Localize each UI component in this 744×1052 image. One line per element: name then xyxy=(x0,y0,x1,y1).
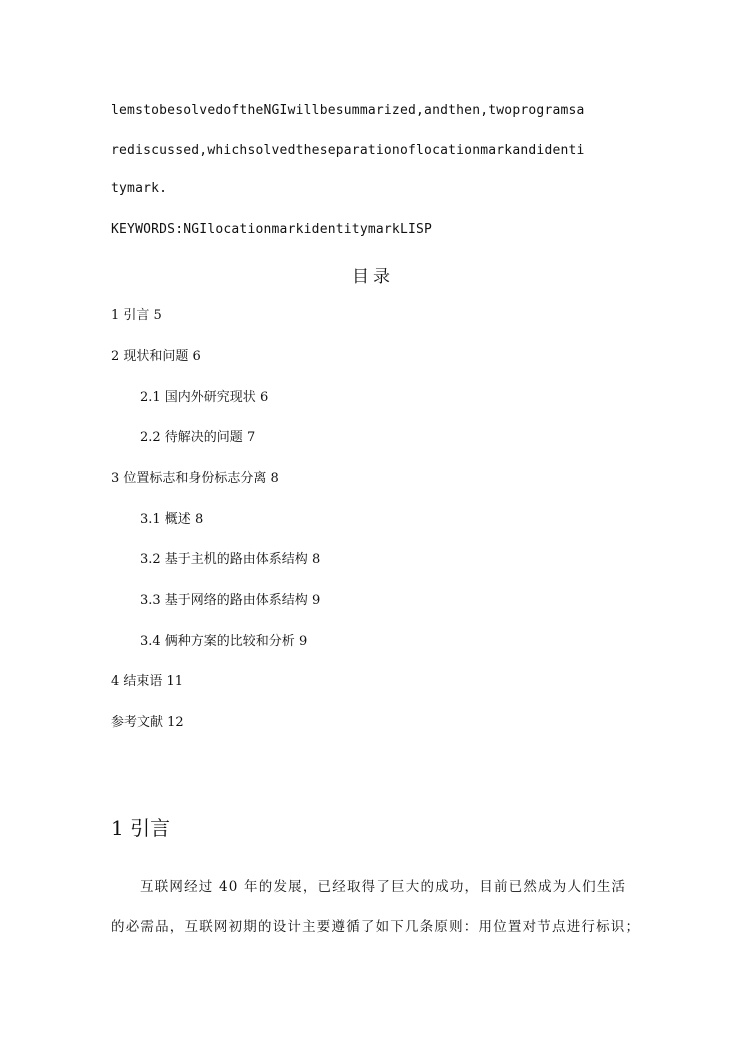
toc-entry[interactable]: 3 位置标志和身份标志分离 8 xyxy=(111,471,279,486)
toc-entry[interactable]: 4 结束语 11 xyxy=(111,674,184,689)
abstract-line-3: tymark. xyxy=(111,181,168,196)
abstract-line-1: lemstobesolvedoftheNGIwillbesummarized,andthen,twoprogramsa xyxy=(111,103,585,118)
toc-entry[interactable]: 1 引言 5 xyxy=(111,308,162,323)
toc-entry[interactable]: 参考文献 12 xyxy=(111,715,184,730)
paragraph-line-1: 互联网经过 40 年的发展，已经取得了巨大的成功，目前已然成为人们生活 xyxy=(140,879,627,895)
keywords-line: KEYWORDS:NGIlocationmarkidentitymarkLISP xyxy=(111,222,433,237)
toc-entry[interactable]: 2.2 待解决的问题 7 xyxy=(140,430,256,445)
toc-entry[interactable]: 3.1 概述 8 xyxy=(140,512,204,527)
toc-entry[interactable]: 2 现状和问题 6 xyxy=(111,349,201,364)
toc-title: 目录 xyxy=(352,267,394,287)
toc-entry[interactable]: 3.4 俩种方案的比较和分析 9 xyxy=(140,634,308,649)
toc-entry[interactable]: 3.2 基于主机的路由体系结构 8 xyxy=(140,552,321,567)
toc-entry[interactable]: 3.3 基于网络的路由体系结构 9 xyxy=(140,593,321,608)
paragraph-line-2: 的必需品，互联网初期的设计主要遵循了如下几条原则：用位置对节点进行标识； xyxy=(111,919,641,935)
toc-entry[interactable]: 2.1 国内外研究现状 6 xyxy=(140,390,269,405)
section-heading: 1 引言 xyxy=(111,816,171,840)
abstract-line-2: rediscussed,whichsolvedtheseparationoflocationmarkandidenti xyxy=(111,143,585,158)
